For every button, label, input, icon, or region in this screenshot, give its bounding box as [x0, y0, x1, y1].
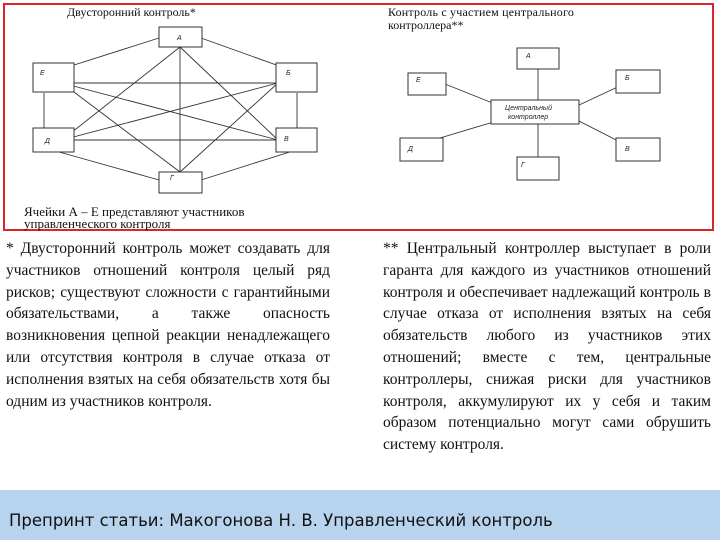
left-node-v [276, 128, 317, 152]
left-node-b [276, 63, 317, 92]
right-node-d [400, 138, 443, 161]
left-node-b-label: Б [286, 70, 291, 77]
right-footnote-paragraph: ** Центральный контроллер выступает в роли гаранта для каждого из участников отношений контроля и обеспечивает надлежащий контроль в случае отказа от исполнения взятых на себя обязательств любого из участников этих отношений; вместе с тем, центральные контроллеры, снижая риски для участников контроля, аккумулируют их у себя и таким образом потенциально могут сами обрушить систему контроля. [383, 240, 711, 454]
left-footnote-paragraph: * Двусторонний контроль может создавать для участников отношений контроля целый ряд рисков; существуют сложности с гарантийными обязательствами, а также опасность возникновения цепной реакции ненадлежащего или отсутствия контроля в случае отказа от исполнения взятых на себя обязательств хотя бы одним из участников контроля. [6, 240, 330, 410]
right-node-b-label: Б [625, 75, 630, 82]
right-node-a [517, 48, 559, 69]
right-node-v [616, 138, 660, 161]
right-diagram-title-line2: контроллера** [388, 18, 464, 32]
right-node-g-label: Г [521, 162, 525, 169]
right-diagram-title-line1: Контроль с участием центрального [388, 5, 575, 19]
central-controller-label-line2: контроллер [508, 114, 549, 121]
right-node-b [616, 70, 660, 93]
left-node-v-label: В [284, 136, 289, 143]
left-diagram-note-line1: Ячейки А – Е представляют участников [24, 204, 245, 219]
left-diagram-note-line2: управленческого контроля [24, 216, 171, 231]
left-node-a-label: А [177, 35, 182, 42]
right-node-v-label: В [625, 146, 630, 153]
right-node-e-label: Е [416, 77, 421, 84]
left-node-e [33, 63, 74, 92]
right-node-e [408, 73, 446, 95]
left-node-g-label: Г [170, 175, 174, 182]
diagrams-svg [0, 0, 720, 232]
central-controller-label-line1: Центральный [505, 105, 552, 112]
footer-citation: Препринт статьи: Макогонова Н. В. Управленческий контроль [9, 511, 553, 530]
left-node-e-label: Е [40, 70, 45, 77]
left-node-d-label: Д [45, 138, 50, 145]
right-node-d-label: Д [408, 146, 413, 153]
left-node-g [159, 172, 202, 193]
left-node-d [33, 128, 74, 152]
right-node-a-label: А [526, 53, 531, 60]
left-diagram-edges [44, 38, 297, 180]
left-diagram-title: Двусторонний контроль* [67, 5, 196, 19]
